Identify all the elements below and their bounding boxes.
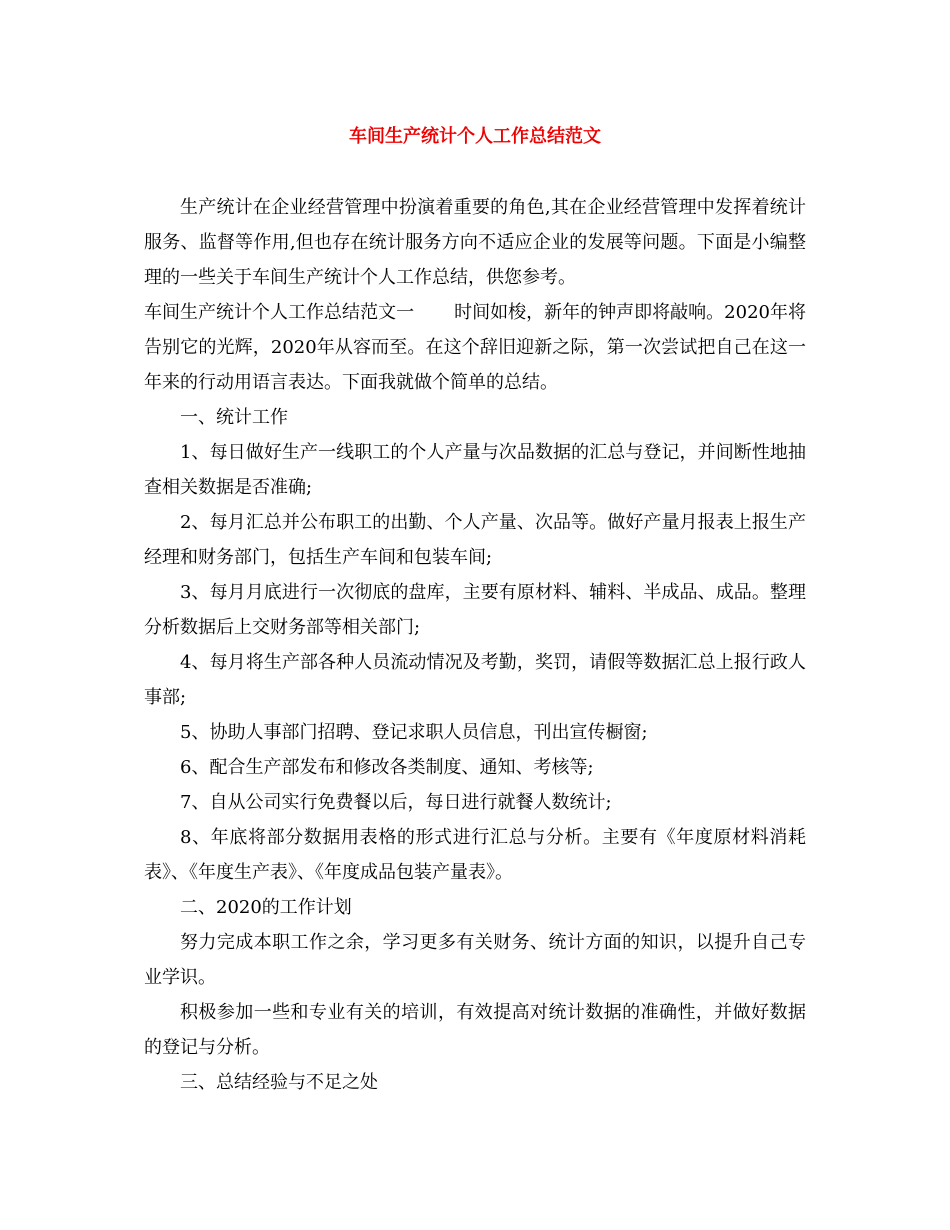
intro-paragraph: 生产统计在企业经营管理中扮演着重要的角色,其在企业经营管理中发挥着统计服务、监督等作用,但也存在统计服务方向不适应企业的发展等问题。下面是小编整理的一些关于车间生产统计个人工作总结，供您参考。 [144, 197, 806, 288]
list-item-7: 7、自从公司实行免费餐以后，每日进行就餐人数统计; [180, 792, 612, 813]
list-item-4: 4、每月将生产部各种人员流动情况及考勤，奖罚，请假等数据汇总上报行政人事部; [144, 652, 806, 708]
section-heading-1: 一、统计工作 [180, 407, 288, 428]
plan-paragraph-2: 积极参加一些和专业有关的培训，有效提高对统计数据的准确性，并做好数据的登记与分析。 [144, 1002, 806, 1058]
subtitle-paragraph [144, 295, 806, 400]
section-heading-2: 二、2020的工作计划 [180, 897, 352, 918]
document-body [144, 190, 806, 1100]
list-item-6: 6、配合生产部发布和修改各类制度、通知、考核等; [180, 757, 594, 778]
list-item-5: 5、协助人事部门招聘、登记求职人员信息，刊出宣传橱窗; [180, 722, 648, 743]
subtitle-text: 时间如梭，新年的钟声即将敲响。2020年将告别它的光辉，2020年从容而至。在这个辞旧迎新之际，第一次尝试把自己在这一年来的行动用语言表达。下面我就做个简单的总结。 [144, 302, 807, 393]
list-item-1: 1、每日做好生产一线职工的个人产量与次品数据的汇总与登记，并间断性地抽查相关数据是否准确; [144, 442, 806, 498]
subtitle-label: 车间生产统计个人工作总结范文一 [144, 302, 415, 323]
list-item-8: 8、年底将部分数据用表格的形式进行汇总与分析。主要有《年度原材料消耗表》、《年度生产表》、《年度成品包装产量表》。 [144, 827, 806, 883]
document-title: 车间生产统计个人工作总结范文 [349, 126, 601, 147]
plan-paragraph-1: 努力完成本职工作之余，学习更多有关财务、统计方面的知识，以提升自己专业学识。 [144, 932, 806, 988]
list-item-3: 3、每月月底进行一次彻底的盘库，主要有原材料、辅料、半成品、成品。整理分析数据后上交财务部等相关部门; [144, 582, 806, 638]
section-heading-3: 三、总结经验与不足之处 [180, 1072, 378, 1093]
list-item-2: 2、每月汇总并公布职工的出勤、个人产量、次品等。做好产量月报表上报生产经理和财务部门，包括生产车间和包装车间; [144, 512, 806, 568]
